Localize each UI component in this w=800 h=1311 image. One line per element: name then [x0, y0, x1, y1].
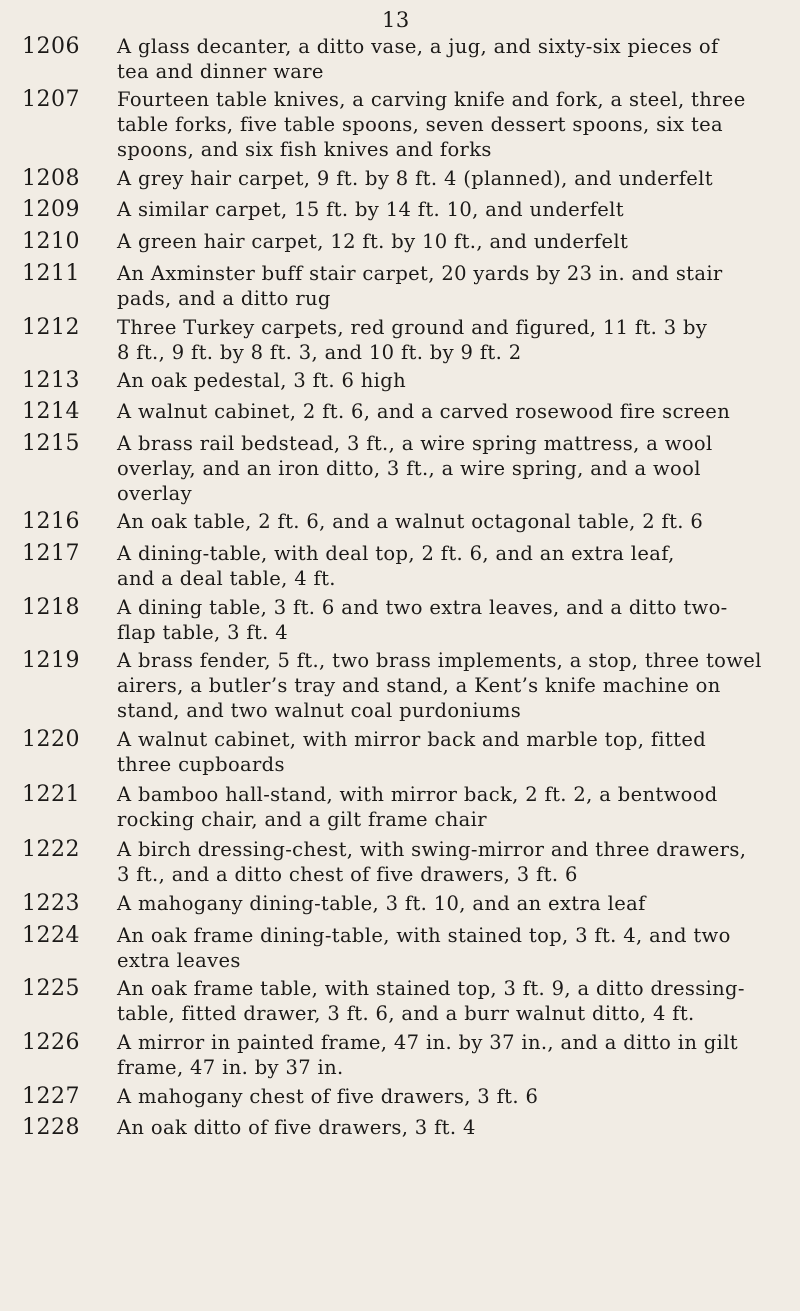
lot-description: A dining-table, with deal top, 2 ft. 6, and an extra leaf, and a deal table, 4 ft. — [117, 542, 675, 590]
lot-number: 1220 — [22, 727, 80, 752]
lot-number: 1215 — [22, 431, 80, 456]
lot-number: 1218 — [22, 595, 80, 620]
lot-number: 1223 — [22, 891, 80, 916]
lot-number: 1209 — [22, 197, 80, 222]
lot-number: 1214 — [22, 399, 80, 424]
lot-number: 1225 — [22, 976, 80, 1001]
lot-number: 1217 — [22, 541, 80, 566]
lot-description: A grey hair carpet, 9 ft. by 8 ft. 4 (planned), and underfelt — [117, 167, 713, 190]
lot-description: A similar carpet, 15 ft. by 14 ft. 10, and underfelt — [117, 198, 624, 221]
lot-description: A mirror in painted frame, 47 in. by 37 in., and a ditto in gilt frame, 47 in. by 37 in. — [117, 1031, 738, 1079]
page-number: 13 — [382, 8, 410, 32]
lot-number: 1221 — [22, 782, 80, 807]
lot-number: 1208 — [22, 166, 80, 191]
lot-number: 1227 — [22, 1084, 80, 1109]
lot-description: An oak frame table, with stained top, 3 ft. 9, a ditto dressing- table, fitted drawer, 3 ft. 6, and a burr walnut ditto, 4 ft. — [117, 977, 745, 1025]
lot-description: A mahogany dining-table, 3 ft. 10, and an extra leaf — [117, 892, 646, 915]
lot-number: 1216 — [22, 509, 80, 534]
lot-number: 1219 — [22, 648, 80, 673]
lot-description: A brass fender, 5 ft., two brass implements, a stop, three towel airers, a butler’s tray and stand, a Kent’s knife machine on stand, and two walnut coal purdoniums — [117, 649, 762, 722]
lot-description: A mahogany chest of five drawers, 3 ft. 6 — [117, 1085, 539, 1108]
lot-number: 1224 — [22, 923, 80, 948]
lot-description: An oak ditto of five drawers, 3 ft. 4 — [117, 1116, 476, 1139]
lot-number: 1226 — [22, 1030, 80, 1055]
lot-number: 1207 — [22, 87, 80, 112]
lot-number: 1211 — [22, 261, 80, 286]
lot-description: A dining table, 3 ft. 6 and two extra leaves, and a ditto two- flap table, 3 ft. 4 — [117, 596, 728, 644]
lot-description: An Axminster buff stair carpet, 20 yards by 23 in. and stair pads, and a ditto rug — [117, 262, 723, 310]
lot-number: 1206 — [22, 34, 80, 59]
lot-description: A brass rail bedstead, 3 ft., a wire spring mattress, a wool overlay, and an iron ditto, 3 ft., a wire spring, and a wool overlay — [117, 432, 713, 505]
lot-number: 1222 — [22, 837, 80, 862]
lot-description: A walnut cabinet, 2 ft. 6, and a carved rosewood fire screen — [117, 400, 731, 423]
lot-description: An oak pedestal, 3 ft. 6 high — [117, 369, 407, 392]
lot-number: 1210 — [22, 229, 80, 254]
lot-description: A birch dressing-chest, with swing-mirror and three drawers, 3 ft., and a ditto chest of five drawers, 3 ft. 6 — [117, 838, 747, 886]
lot-description: An oak frame dining-table, with stained top, 3 ft. 4, and two extra leaves — [117, 924, 731, 972]
lot-number: 1228 — [22, 1115, 80, 1140]
lot-number: 1212 — [22, 315, 80, 340]
lot-description: An oak table, 2 ft. 6, and a walnut octagonal table, 2 ft. 6 — [117, 510, 704, 533]
lot-description: A glass decanter, a ditto vase, a jug, and sixty-six pieces of tea and dinner ware — [117, 35, 719, 83]
lot-description: A bamboo hall-stand, with mirror back, 2 ft. 2, a bentwood rocking chair, and a gilt frame chair — [117, 783, 718, 831]
lot-description: A walnut cabinet, with mirror back and marble top, fitted three cupboards — [117, 728, 707, 776]
lot-number: 1213 — [22, 368, 80, 393]
lot-description: A green hair carpet, 12 ft. by 10 ft., and underfelt — [117, 230, 629, 253]
lot-description: Fourteen table knives, a carving knife and fork, a steel, three table forks, five table spoons, seven dessert spoons, six tea spoons, and six fish knives and forks — [117, 88, 746, 161]
lot-description: Three Turkey carpets, red ground and figured, 11 ft. 3 by 8 ft., 9 ft. by 8 ft. 3, and 10 ft. by 9 ft. 2 — [117, 316, 708, 364]
